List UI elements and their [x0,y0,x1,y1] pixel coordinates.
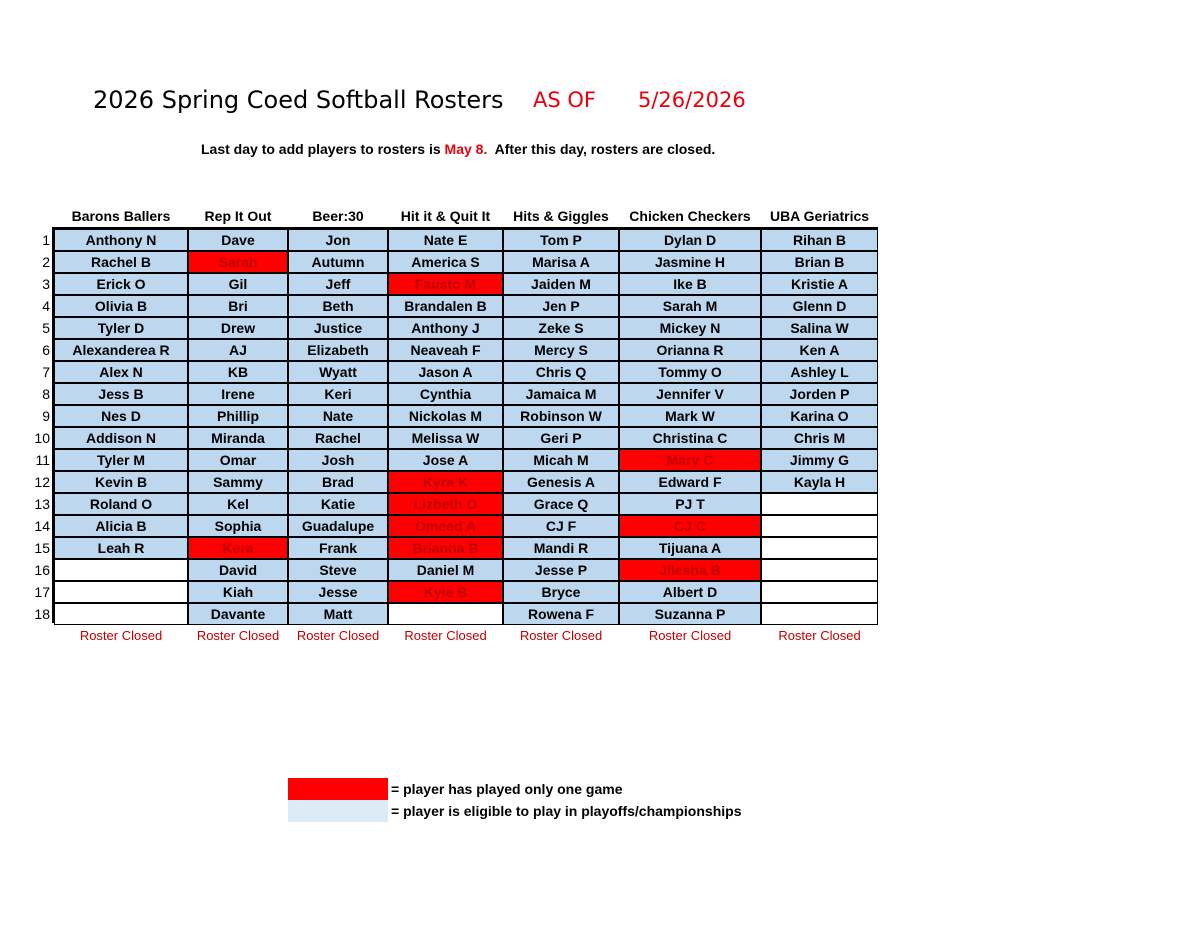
player-cell: Rihan B [761,229,878,251]
player-cell: Kera [188,537,288,559]
empty-roster-slot [54,581,188,603]
player-cell: CJ C [619,515,761,537]
player-cell: Jennifer V [619,383,761,405]
player-cell: Kiah [188,581,288,603]
player-cell: Kayla H [761,471,878,493]
player-cell: Kyra K [388,471,503,493]
page-title: 2026 Spring Coed Softball Rosters [93,86,504,114]
row-number: 9 [42,408,50,424]
team-header: UBA Geriatrics [769,208,870,224]
player-cell: Frank [288,537,388,559]
notice-deadline-date: May 8. [444,141,488,157]
player-cell: Beth [288,295,388,317]
player-cell: Jasmine H [619,251,761,273]
player-cell: Jose A [388,449,503,471]
player-cell: Miranda [188,427,288,449]
player-cell: Dave [188,229,288,251]
player-cell: Micah M [503,449,619,471]
player-cell: Cynthia [388,383,503,405]
player-cell: Brandalen B [388,295,503,317]
roster-closed-label: Roster Closed [778,628,861,643]
roster-closed-label: Roster Closed [79,628,163,643]
player-cell: Tommy O [619,361,761,383]
player-cell: Bryce [503,581,619,603]
player-cell: Geri P [503,427,619,449]
empty-roster-slot [54,603,188,625]
player-cell: Mark W [619,405,761,427]
row-number: 17 [34,584,50,600]
player-cell: Sophia [188,515,288,537]
legend-swatch-eligible [288,800,388,822]
player-cell: Fausto M [388,273,503,295]
player-cell: Neaveah F [388,339,503,361]
player-cell: Mercy S [503,339,619,361]
row-number: 7 [42,364,50,380]
empty-roster-slot [761,581,878,603]
player-cell: Mandi R [503,537,619,559]
roster-deadline-notice [201,141,715,157]
roster-closed-label: Roster Closed [404,628,487,643]
empty-roster-slot [761,537,878,559]
notice-text-before: Last day to add players to rosters is [201,141,445,157]
row-number: 8 [42,386,50,402]
row-number: 3 [42,276,50,292]
player-cell: Guadalupe [288,515,388,537]
roster-closed-label: Roster Closed [648,628,732,643]
player-cell: Jeff [288,273,388,295]
player-cell: Jimmy G [761,449,878,471]
player-cell: Chris Q [503,361,619,383]
player-cell: Sarah M [619,295,761,317]
player-cell: Nes D [54,405,188,427]
team-header: Rep It Out [204,208,272,224]
player-cell: Marisa A [503,251,619,273]
legend-one-game-text: = player has played only one game [391,781,623,797]
player-cell: Jilesha B [619,559,761,581]
player-cell: Edward F [619,471,761,493]
player-cell: Tijuana A [619,537,761,559]
player-cell: Kevin B [54,471,188,493]
player-cell: Anthony J [388,317,503,339]
player-cell: Christina C [619,427,761,449]
row-number: 5 [42,320,50,336]
row-number: 14 [34,518,50,534]
player-cell: Tom P [503,229,619,251]
empty-roster-slot [761,493,878,515]
player-cell: Leah R [54,537,188,559]
player-cell: Jamaica M [503,383,619,405]
player-cell: Jorden P [761,383,878,405]
player-cell: Albert D [619,581,761,603]
player-cell: Orianna R [619,339,761,361]
player-cell: Rowena F [503,603,619,625]
player-cell: America S [388,251,503,273]
player-cell: Alex N [54,361,188,383]
team-header: Hit it & Quit It [400,208,491,224]
notice-text-after: After this day, rosters are closed. [487,141,716,157]
player-cell: Rachel B [54,251,188,273]
empty-roster-slot [761,559,878,581]
player-cell: Jesse P [503,559,619,581]
player-cell: Salina W [761,317,878,339]
legend-swatch-one-game [288,778,388,800]
player-cell: Jason A [388,361,503,383]
empty-roster-slot [388,603,503,625]
row-number: 1 [42,232,50,248]
row-number: 4 [42,298,50,314]
row-number: 12 [34,474,50,490]
player-cell: Brianna B [388,537,503,559]
player-cell: Brian B [761,251,878,273]
row-number: 16 [34,562,50,578]
player-cell: Irene [188,383,288,405]
player-cell: Jesse [288,581,388,603]
player-cell: Mickey N [619,317,761,339]
player-cell: Steve [288,559,388,581]
as-of-date: 5/26/2026 [638,88,746,112]
player-cell: Jon [288,229,388,251]
player-cell: Ken A [761,339,878,361]
team-header: Barons Ballers [71,208,171,224]
player-cell: Autumn [288,251,388,273]
player-cell: Nate E [388,229,503,251]
player-cell: Rachel [288,427,388,449]
player-cell: Josh [288,449,388,471]
player-cell: Alexanderea R [54,339,188,361]
player-cell: Gil [188,273,288,295]
roster-closed-label: Roster Closed [519,628,603,643]
player-cell: Robinson W [503,405,619,427]
player-cell: Suzanna P [619,603,761,625]
player-cell: Keri [288,383,388,405]
row-number: 10 [34,430,50,446]
player-cell: Dylan D [619,229,761,251]
player-cell: Jaiden M [503,273,619,295]
player-cell: Elizabeth [288,339,388,361]
empty-roster-slot [761,603,878,625]
player-cell: Kel [188,493,288,515]
player-cell: Lizbeth O [388,493,503,515]
row-number: 15 [34,540,50,556]
empty-roster-slot [761,515,878,537]
player-cell: Roland O [54,493,188,515]
legend-eligible-text: = player is eligible to play in playoffs/championships [391,803,742,819]
player-cell: Sammy [188,471,288,493]
player-cell: David [188,559,288,581]
player-cell: Sarah [188,251,288,273]
player-cell: Olivia B [54,295,188,317]
player-cell: Kyle B [388,581,503,603]
row-number: 6 [42,342,50,358]
player-cell: Nate [288,405,388,427]
player-cell: Alicia B [54,515,188,537]
row-number: 2 [42,254,50,270]
player-cell: Nickolas M [388,405,503,427]
row-number: 11 [35,452,50,468]
player-cell: Mary C [619,449,761,471]
row-number: 18 [34,606,50,622]
player-cell: Omeed A [388,515,503,537]
player-cell: Ashley L [761,361,878,383]
player-cell: Bri [188,295,288,317]
team-header: Hits & Giggles [513,208,609,224]
as-of-label: AS OF [533,88,596,112]
player-cell: Wyatt [288,361,388,383]
player-cell: Kristie A [761,273,878,295]
player-cell: PJ T [619,493,761,515]
player-cell: CJ F [503,515,619,537]
player-cell: Tyler M [54,449,188,471]
team-header: Beer:30 [312,208,364,224]
player-cell: Ike B [619,273,761,295]
player-cell: Brad [288,471,388,493]
player-cell: Omar [188,449,288,471]
player-cell: Glenn D [761,295,878,317]
player-cell: Jess B [54,383,188,405]
player-cell: Genesis A [503,471,619,493]
player-cell: Drew [188,317,288,339]
player-cell: Anthony N [54,229,188,251]
player-cell: Addison N [54,427,188,449]
player-cell: Grace Q [503,493,619,515]
player-cell: KB [188,361,288,383]
player-cell: AJ [188,339,288,361]
player-cell: Erick O [54,273,188,295]
roster-closed-label: Roster Closed [296,628,380,643]
player-cell: Davante [188,603,288,625]
row-number: 13 [34,496,50,512]
team-header: Chicken Checkers [629,208,751,224]
roster-closed-label: Roster Closed [196,628,280,643]
player-cell: Katie [288,493,388,515]
player-cell: Tyler D [54,317,188,339]
player-cell: Melissa W [388,427,503,449]
player-cell: Zeke S [503,317,619,339]
player-cell: Jen P [503,295,619,317]
player-cell: Phillip [188,405,288,427]
empty-roster-slot [54,559,188,581]
player-cell: Matt [288,603,388,625]
player-cell: Daniel M [388,559,503,581]
player-cell: Chris M [761,427,878,449]
player-cell: Justice [288,317,388,339]
player-cell: Karina O [761,405,878,427]
